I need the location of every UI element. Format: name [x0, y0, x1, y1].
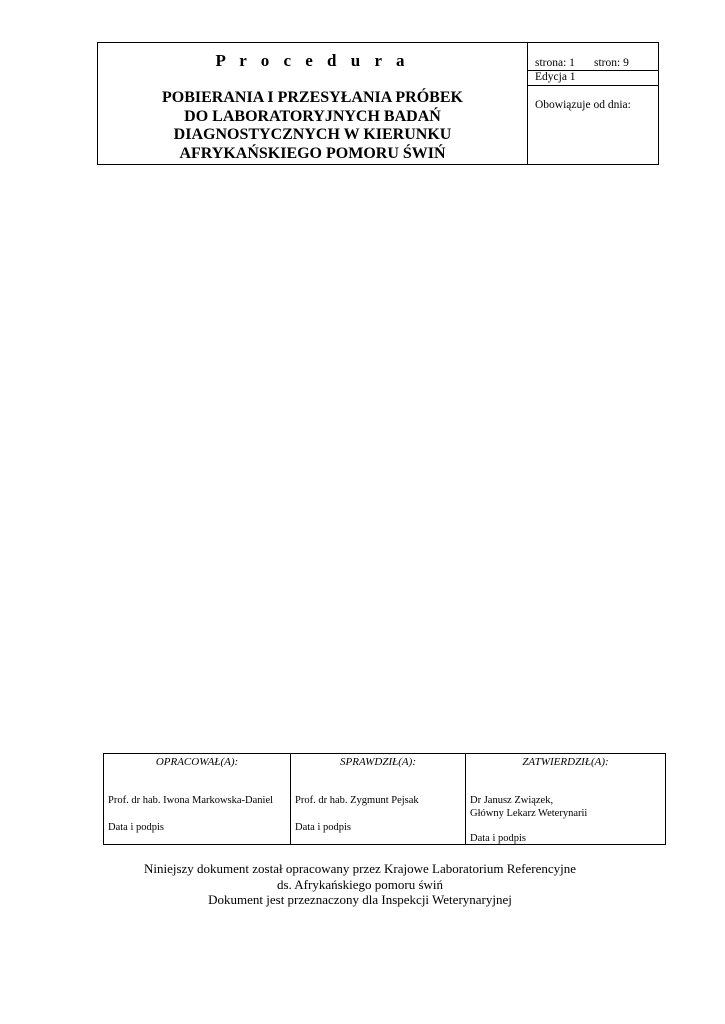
header-meta-cell — [528, 43, 658, 164]
signature-approved-by — [466, 754, 665, 844]
subtitle-line: DIAGNOSTYCZNYCH W KIERUNKU — [173, 126, 452, 143]
subtitle-line: DO LABORATORYJNYCH BADAŃ — [184, 107, 441, 125]
valid-from-label: Obowiązuje od dnia: — [535, 99, 631, 111]
footer-note — [80, 861, 640, 908]
signature-name-line: Prof. dr hab. Iwona Markowska-Daniel — [108, 795, 274, 806]
signature-table — [103, 753, 666, 845]
subtitle-line: POBIERANIA I PRZESYŁANIA PRÓBEK — [162, 89, 463, 106]
subtitle-line: AFRYKAŃSKIEGO POMORU ŚWIŃ — [179, 144, 446, 162]
signature-name — [108, 795, 273, 808]
signature-name-line: Główny Lekarz Weterynarii — [470, 807, 588, 819]
signature-prepared-by — [104, 754, 291, 844]
signature-name — [470, 795, 587, 820]
document-title: P r o c e d u r a — [215, 51, 410, 70]
footer-line: ds. Afrykańskiego pomoru świń — [276, 876, 444, 892]
footer-line: Dokument jest przeznaczony dla Inspekcji Weterynaryjnej — [208, 892, 512, 907]
signature-date-label: Data i podpis — [108, 822, 164, 833]
signature-date-label: Data i podpis — [295, 822, 351, 833]
signature-role: OPRACOWAŁ(A): — [155, 756, 239, 768]
edition-row — [528, 71, 658, 86]
signature-name-line: Dr Janusz Związek, — [470, 795, 554, 806]
edition-label: Edycja 1 — [535, 71, 576, 83]
page-current: strona: 1 — [535, 57, 575, 69]
footer-line: Niniejszy dokument został opracowany przez Krajowe Laboratorium Referencyjne — [143, 861, 577, 876]
signature-name — [295, 795, 419, 808]
page-count-row — [528, 43, 658, 71]
document-header — [97, 42, 659, 165]
signature-role: SPRAWDZIŁ(A): — [340, 756, 416, 768]
header-title-cell — [98, 43, 528, 164]
signature-date-label: Data i podpis — [470, 833, 526, 844]
document-subtitle — [98, 89, 527, 163]
signature-name-line: Prof. dr hab. Zygmunt Pejsak — [295, 795, 419, 806]
page-total: stron: 9 — [594, 57, 629, 69]
signature-checked-by — [291, 754, 466, 844]
signature-role: ZATWIERDZIŁ(A): — [522, 756, 609, 768]
